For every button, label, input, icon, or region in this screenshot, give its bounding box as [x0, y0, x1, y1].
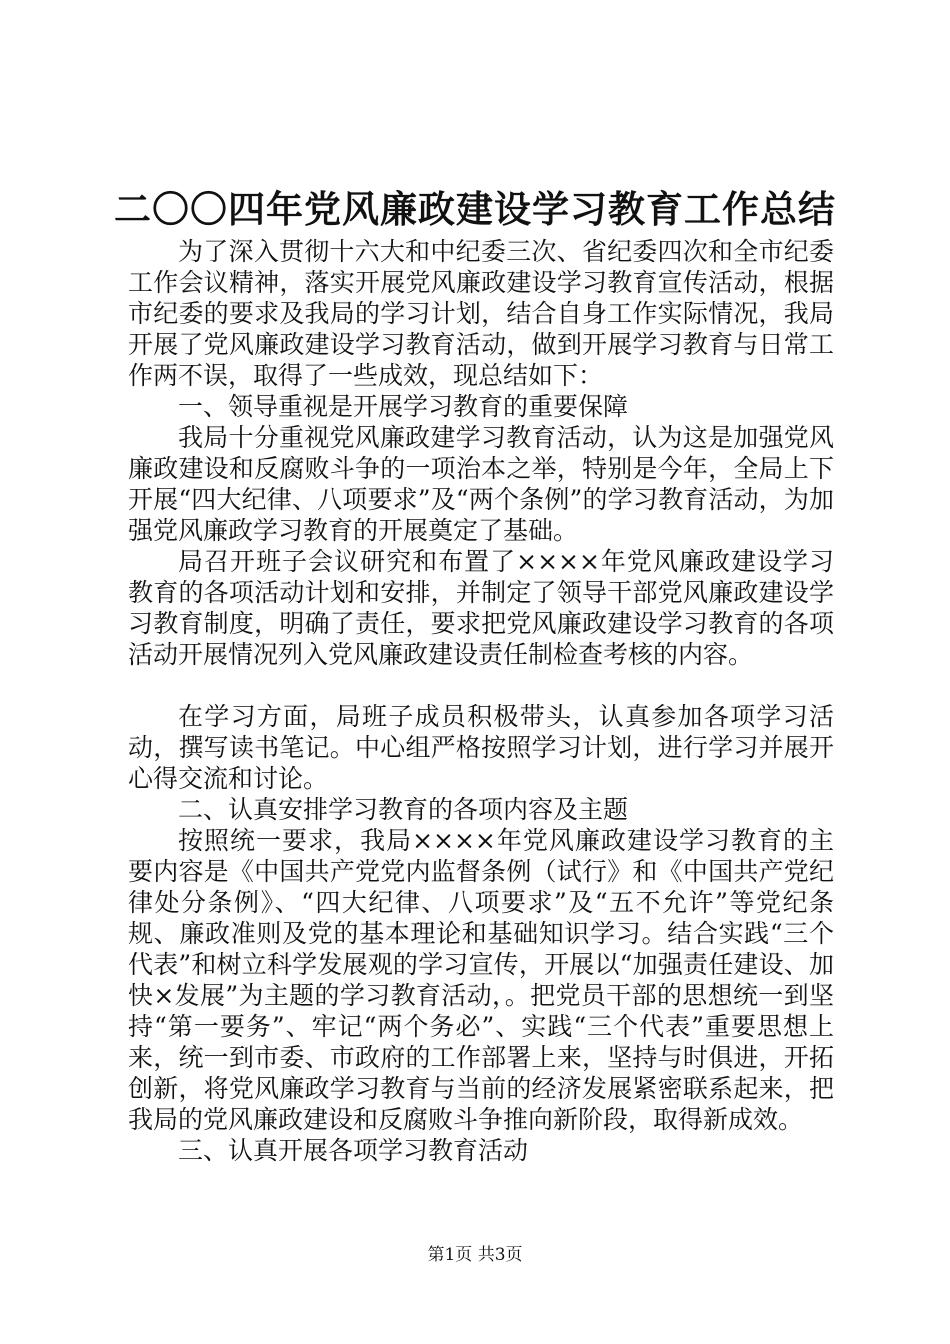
section-heading-2: 二、认真安排学习教育的各项内容及主题 — [178, 795, 629, 824]
page-number-footer: 第1页 共3页 — [427, 1245, 523, 1265]
section-heading-1: 一、领导重视是开展学习教育的重要保障 — [178, 392, 629, 421]
body-paragraph: 我局十分重视党风廉政建学习教育活动，认为这是加强党风廉政建设和反腐败斗争的一项治本之举，特别是今年，全局上下开展“四大纪律、八项要求”及“两个条例”的学习教育活动，为加强党风廉政学习教育的开展奠定了基础。 — [128, 423, 834, 545]
document-body — [128, 236, 834, 1166]
document-title: 二〇〇四年党风廉政建设学习教育工作总结 — [114, 187, 836, 231]
body-paragraph: 按照统一要求，我局××××年党风廉政建设学习教育的主要内容是《中国共产党党内监督条例（试行》和《中国共产党纪律处分条例》、“四大纪律、八项要求”及“五不允许”等党纪条规、廉政准则及党的基本理论和基础知识学习。结合实践“三个代表”和树立科学发展观的学习宣传，开展以“加强责任建设、加快×发展”为主题的学习教育活动，。把党员干部的思想统一到坚持“第一要务”、牢记“两个务必”、实践“三个代表”重要思想上来，统一到市委、市政府的工作部署上来，坚持与时俱进，开拓创新，将党风廉政学习教育与当前的经济发展紧密联系起来，把我局的党风廉政建设和反腐败斗争推向新阶段，取得新成效。 — [128, 826, 834, 1134]
intro-paragraph: 为了深入贯彻十六大和中纪委三次、省纪委四次和全市纪委工作会议精神，落实开展党风廉政建设学习教育宣传活动，根据市纪委的要求及我局的学习计划，结合自身工作实际情况，我局开展了党风廉政建设学习教育活动，做到开展学习教育与日常工作两不误，取得了一些成效，现总结如下： — [128, 237, 834, 390]
section-heading-3: 三、认真开展各项学习教育活动 — [178, 1136, 529, 1165]
body-paragraph: 在学习方面，局班子成员积极带头，认真参加各项学习活动，撰写读书笔记。中心组严格按照学习计划，进行学习并展开心得交流和讨论。 — [128, 702, 834, 793]
body-paragraph: 局召开班子会议研究和布置了××××年党风廉政建设学习教育的各项活动计划和安排，并制定了领导干部党风廉政建设学习教育制度，明确了责任，要求把党风廉政建设学习教育的各项活动开展情况列入党风廉政建设责任制检查考核的内容。 — [128, 547, 834, 669]
